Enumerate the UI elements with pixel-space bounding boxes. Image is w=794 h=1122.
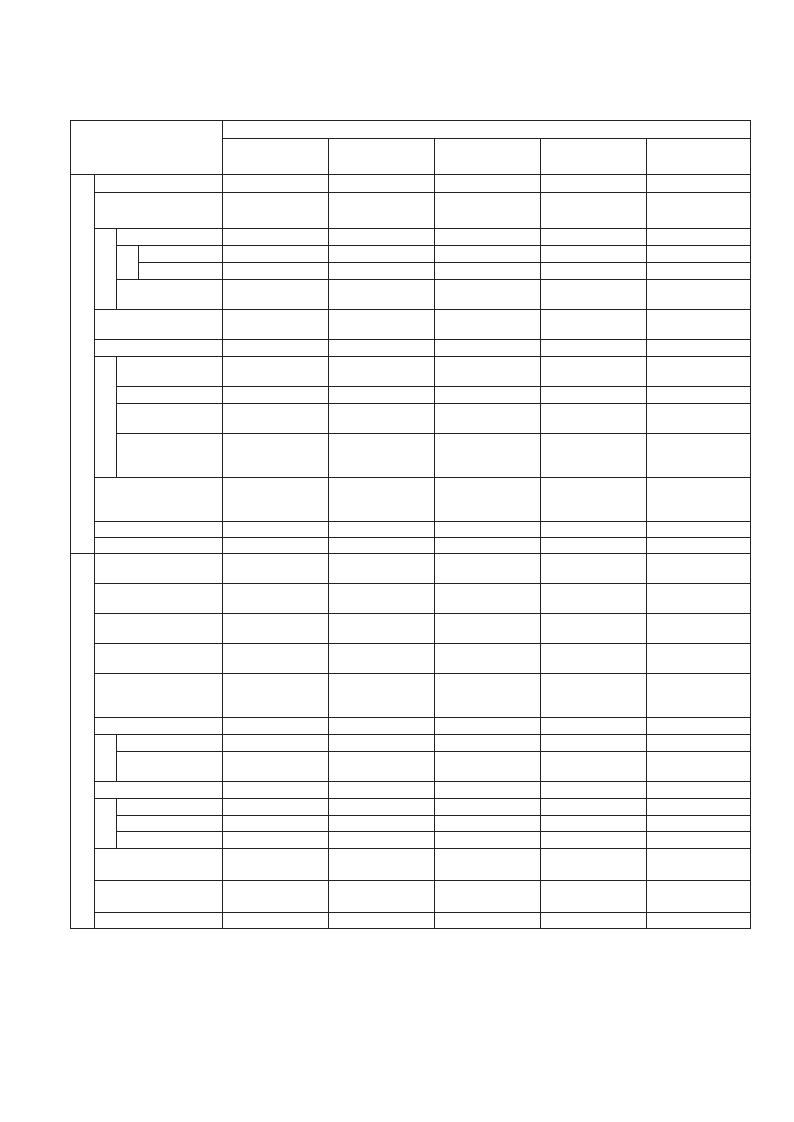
factor-value: [329, 832, 435, 849]
table-row: [71, 816, 751, 832]
factor-value: [223, 280, 329, 310]
factor-value: [647, 175, 751, 193]
factor-label: [95, 644, 223, 674]
factor-value: [647, 614, 751, 644]
factor-value: [329, 478, 435, 522]
factor-value: [647, 782, 751, 799]
table-row: [71, 387, 751, 404]
factor-label: [117, 387, 223, 404]
factor-value: [223, 735, 329, 752]
table-row: [71, 752, 751, 782]
factor-value: [223, 246, 329, 263]
subgroup-road: [117, 246, 139, 280]
factor-value: [435, 538, 541, 554]
factor-value: [329, 735, 435, 752]
subgroup-traffic: [95, 229, 117, 310]
factor-value: [223, 538, 329, 554]
factor-label: [95, 782, 223, 799]
factor-value: [435, 614, 541, 644]
factor-value: [541, 752, 647, 782]
factor-value: [223, 832, 329, 849]
table-row: [71, 246, 751, 263]
factor-label: [117, 357, 223, 387]
factor-label: [95, 522, 223, 538]
factor-value: [223, 340, 329, 357]
factor-value: [223, 310, 329, 340]
factor-value: [223, 193, 329, 229]
factor-value: [223, 478, 329, 522]
factor-value: [329, 404, 435, 434]
factor-value: [435, 340, 541, 357]
factor-value: [223, 718, 329, 735]
factor-value: [329, 849, 435, 881]
factor-value: [329, 674, 435, 718]
factor-value: [329, 193, 435, 229]
factor-value: [647, 387, 751, 404]
factor-label: [95, 538, 223, 554]
factor-value: [541, 782, 647, 799]
factor-value: [647, 554, 751, 584]
factor-value: [223, 782, 329, 799]
table-row: [71, 193, 751, 229]
factor-value: [647, 881, 751, 913]
factor-label: [95, 881, 223, 913]
factor-value: [647, 735, 751, 752]
factor-label: [95, 674, 223, 718]
group-individual: [71, 554, 95, 929]
table-row: [71, 280, 751, 310]
table-row: [71, 849, 751, 881]
factor-value: [223, 584, 329, 614]
factor-label: [95, 584, 223, 614]
factor-label: [95, 193, 223, 229]
factor-value: [329, 522, 435, 538]
factor-value: [541, 644, 647, 674]
factor-value: [435, 280, 541, 310]
factor-value: [435, 522, 541, 538]
factor-value: [435, 881, 541, 913]
factor-value: [541, 434, 647, 478]
factor-value: [647, 584, 751, 614]
factor-value: [223, 849, 329, 881]
factor-value: [223, 522, 329, 538]
factor-value: [541, 881, 647, 913]
factor-value: [435, 816, 541, 832]
factor-value: [541, 538, 647, 554]
factor-value: [329, 357, 435, 387]
factor-value: [223, 554, 329, 584]
factor-value: [329, 799, 435, 816]
factor-value: [541, 718, 647, 735]
factor-value: [541, 735, 647, 752]
factor-value: [647, 404, 751, 434]
factor-value: [647, 752, 751, 782]
factor-value: [541, 246, 647, 263]
factor-value: [647, 340, 751, 357]
factor-value: [541, 310, 647, 340]
factor-label: [117, 404, 223, 434]
factor-label: [95, 175, 223, 193]
factor-value: [647, 193, 751, 229]
factor-value: [223, 404, 329, 434]
factor-label: [95, 913, 223, 929]
factor-label: [95, 554, 223, 584]
factor-label: [95, 310, 223, 340]
factor-value: [647, 718, 751, 735]
table-row: [71, 799, 751, 816]
factor-value: [647, 538, 751, 554]
factor-value: [541, 175, 647, 193]
factor-value: [435, 175, 541, 193]
factor-value: [647, 849, 751, 881]
factor-value: [541, 849, 647, 881]
table-row: [71, 310, 751, 340]
factor-value: [541, 832, 647, 849]
factor-value: [329, 310, 435, 340]
factor-value: [223, 644, 329, 674]
factor-value: [329, 554, 435, 584]
factor-value: [647, 434, 751, 478]
factor-value: [435, 478, 541, 522]
factor-value: [435, 434, 541, 478]
table-row: [71, 263, 751, 280]
factor-value: [541, 340, 647, 357]
factor-value: [647, 280, 751, 310]
factor-value: [435, 752, 541, 782]
factor-value: [647, 246, 751, 263]
table-row: [71, 357, 751, 387]
factor-value: [223, 434, 329, 478]
factor-label: [95, 614, 223, 644]
table-row: [71, 832, 751, 849]
factor-label: [117, 280, 223, 310]
table-row: [71, 913, 751, 929]
factor-value: [435, 644, 541, 674]
table-row: [71, 735, 751, 752]
table-row: [71, 340, 751, 357]
factor-value: [329, 229, 435, 246]
factor-value: [435, 913, 541, 929]
header-correction: [223, 121, 751, 139]
factor-value: [329, 881, 435, 913]
factor-value: [223, 614, 329, 644]
factor-value: [541, 554, 647, 584]
factor-value: [541, 913, 647, 929]
factor-value: [647, 229, 751, 246]
factor-value: [329, 175, 435, 193]
factor-value: [647, 674, 751, 718]
factor-value: [647, 816, 751, 832]
factor-value: [329, 387, 435, 404]
table-row: [71, 674, 751, 718]
header-level: [541, 139, 647, 175]
factor-value: [435, 674, 541, 718]
factor-label: [117, 229, 223, 246]
factor-value: [329, 816, 435, 832]
factor-value: [647, 832, 751, 849]
table-row: [71, 404, 751, 434]
table-row: [71, 718, 751, 735]
factor-value: [541, 229, 647, 246]
header-level: [435, 139, 541, 175]
factor-value: [435, 387, 541, 404]
factor-value: [435, 735, 541, 752]
factor-value: [435, 229, 541, 246]
table-row: [71, 538, 751, 554]
factor-value: [647, 357, 751, 387]
factor-value: [329, 538, 435, 554]
factor-value: [223, 752, 329, 782]
factor-value: [541, 263, 647, 280]
factor-value: [647, 263, 751, 280]
factor-label: [117, 735, 223, 752]
factor-value: [223, 674, 329, 718]
factor-value: [647, 644, 751, 674]
table-row: [71, 584, 751, 614]
factor-value: [541, 799, 647, 816]
factor-value: [541, 674, 647, 718]
factor-value: [329, 263, 435, 280]
header-level: [329, 139, 435, 175]
factor-label: [95, 718, 223, 735]
factor-label: [139, 246, 223, 263]
factor-value: [223, 229, 329, 246]
factor-value: [541, 193, 647, 229]
factor-value: [541, 478, 647, 522]
table-row: [71, 614, 751, 644]
factor-value: [541, 280, 647, 310]
factor-value: [329, 246, 435, 263]
factor-value: [647, 478, 751, 522]
factor-value: [647, 522, 751, 538]
header-level: [647, 139, 751, 175]
factor-value: [435, 554, 541, 584]
header-factor: [71, 121, 223, 175]
table-row: [71, 229, 751, 246]
factor-value: [223, 175, 329, 193]
factor-value: [329, 782, 435, 799]
factor-value: [541, 404, 647, 434]
factor-value: [223, 799, 329, 816]
factor-value: [329, 718, 435, 735]
factor-value: [647, 310, 751, 340]
factor-value: [329, 913, 435, 929]
factor-value: [647, 799, 751, 816]
factor-value: [223, 913, 329, 929]
factor-label: [139, 263, 223, 280]
table-row: [71, 522, 751, 538]
factor-value: [541, 522, 647, 538]
factor-value: [541, 357, 647, 387]
header-row: [71, 121, 751, 139]
factor-value: [223, 357, 329, 387]
factor-value: [435, 782, 541, 799]
subgroup-access: [95, 799, 117, 849]
factor-value: [223, 263, 329, 280]
factor-value: [435, 718, 541, 735]
table-row: [71, 782, 751, 799]
factor-label: [117, 434, 223, 478]
group-regional: [71, 175, 95, 554]
header-level: [223, 139, 329, 175]
factor-value: [329, 644, 435, 674]
factor-value: [329, 434, 435, 478]
factor-value: [223, 881, 329, 913]
factor-value: [435, 849, 541, 881]
table-row: [71, 554, 751, 584]
factor-value: [329, 584, 435, 614]
factor-label: [117, 816, 223, 832]
factor-value: [435, 799, 541, 816]
factor-value: [435, 310, 541, 340]
factor-value: [223, 387, 329, 404]
factor-table: [70, 120, 751, 929]
factor-value: [435, 584, 541, 614]
table-row: [71, 478, 751, 522]
factor-value: [329, 614, 435, 644]
factor-value: [435, 832, 541, 849]
factor-value: [541, 614, 647, 644]
factor-label: [95, 478, 223, 522]
subgroup-frontage: [95, 735, 117, 782]
factor-label: [117, 799, 223, 816]
factor-value: [435, 404, 541, 434]
factor-label: [95, 340, 223, 357]
factor-value: [329, 280, 435, 310]
table-row: [71, 434, 751, 478]
factor-value: [435, 357, 541, 387]
table-row: [71, 644, 751, 674]
factor-label: [117, 832, 223, 849]
factor-value: [329, 340, 435, 357]
factor-value: [647, 913, 751, 929]
factor-value: [541, 584, 647, 614]
factor-value: [435, 246, 541, 263]
subgroup-prosperity: [95, 357, 117, 478]
factor-value: [435, 193, 541, 229]
factor-value: [435, 263, 541, 280]
factor-value: [541, 816, 647, 832]
factor-label: [95, 849, 223, 881]
table-row: [71, 881, 751, 913]
factor-label: [117, 752, 223, 782]
factor-value: [329, 752, 435, 782]
factor-value: [223, 816, 329, 832]
factor-value: [541, 387, 647, 404]
table-row: [71, 175, 751, 193]
